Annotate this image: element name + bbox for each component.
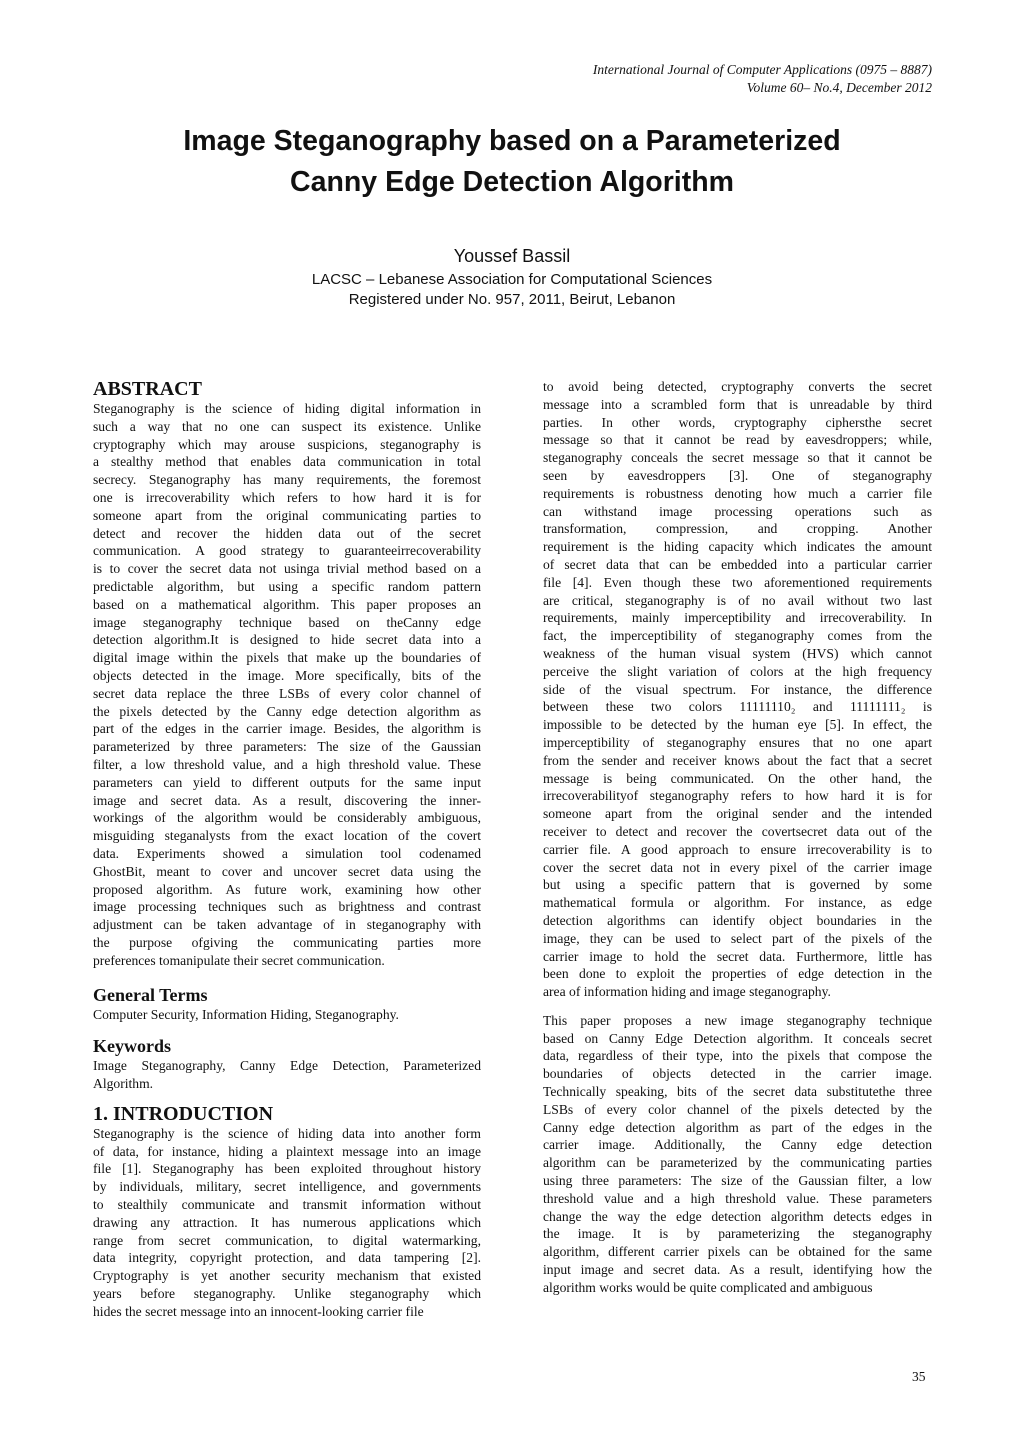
- text-line: change the way the edge detection algorithm detects edges in: [543, 1208, 932, 1224]
- text-line: Canny edge detection algorithm as part of the edges in the: [543, 1119, 932, 1135]
- text-line: perceive the slight variation of colors at the high frequency: [543, 663, 932, 679]
- keywords-body: [93, 1057, 481, 1093]
- text-line: by individuals, military, secret intelligence, and governments: [93, 1179, 481, 1195]
- text-line: adjustment can be taken advantage of in steganography with: [93, 917, 481, 933]
- text-line: misguiding steganalysts from the exact location of the covert: [93, 828, 481, 844]
- text-line: detection algorithm.It is designed to hide secret data into a: [93, 632, 481, 648]
- text-line: proposed algorithm. As future work, examining how other: [93, 881, 481, 897]
- text-line: predictable algorithm, but using a specific random pattern: [93, 578, 481, 594]
- text-line: someone apart from the original sender and the intended: [543, 806, 932, 822]
- text-line: cryptography which may arouse suspicions, steganography is: [93, 436, 481, 452]
- text-line: cover the secret data not in every pixel of the carrier image: [543, 859, 932, 875]
- journal-name: International Journal of Computer Applications (0975 – 8887): [592, 62, 932, 77]
- intro-paragraph-proposal: [543, 1012, 932, 1297]
- running-header: [593, 61, 932, 96]
- left-column: [93, 378, 481, 1321]
- text-line: Technically speaking, bits of the secret data substitutethe three: [543, 1084, 932, 1100]
- text-line: drawing any attraction. It has numerous applications which: [93, 1214, 481, 1230]
- text-line: are critical, steganography is of no avail without two last: [543, 592, 932, 608]
- text-line: to avoid being detected, cryptography converts the secret: [543, 379, 932, 394]
- text-line: preferences tomanipulate their secret communication.: [93, 952, 385, 968]
- text-line: Cryptography is yet another security mechanism that existed: [93, 1268, 481, 1284]
- text-line: parameters can yield to different outputs for the same input: [93, 774, 481, 790]
- text-line: data. Experiments showed a simulation tool codenamed: [93, 845, 481, 861]
- text-line: can withstand image processing operations such as: [543, 503, 932, 519]
- text-line: secret data replace the three LSBs of every color channel of: [93, 685, 481, 701]
- right-column: [543, 378, 932, 1297]
- text-line: Image Steganography, Canny Edge Detection, Parameterized: [93, 1058, 481, 1074]
- text-line: between these two colors 11111110₂ and 11111111₂ is: [543, 699, 932, 715]
- text-line: been done to exploit the properties of edge detection in the: [543, 966, 932, 982]
- text-line: someone apart from the original communicating parties to: [93, 507, 481, 523]
- text-line: file [4]. Even though these two aforementioned requirements: [543, 574, 932, 590]
- text-line: requirement is the hiding capacity which indicates the amount: [543, 539, 932, 555]
- text-line: the image. It is by parameterizing the steganography: [543, 1226, 932, 1242]
- text-line: hides the secret message into an innocent-looking carrier file: [93, 1303, 424, 1319]
- text-line: algorithm can be parameterized by the communicating parties: [543, 1155, 932, 1171]
- text-line: This paper proposes a new image steganography technique: [543, 1012, 932, 1028]
- text-line: area of information hiding and image steganography.: [543, 984, 831, 1000]
- text-line: LSBs of every color channel of the pixels detected by the: [543, 1101, 932, 1117]
- text-line: steganography conceals the secret message so that it cannot be: [543, 450, 932, 466]
- text-line: to stealthily communicate and transmit information without: [93, 1197, 481, 1213]
- abstract-body: [93, 400, 481, 970]
- text-line: boundaries of objects detected in the carrier image.: [543, 1066, 932, 1082]
- text-line: but using a specific pattern that is governed by some: [543, 877, 932, 893]
- text-line: imperceptibility of steganography ensures that no one apart: [543, 734, 932, 750]
- text-line: communication. A good strategy to guaranteeirrecoverability: [93, 543, 481, 559]
- text-line: carrier file. A good approach to ensure irrecoverability is to: [543, 841, 932, 857]
- text-line: carrier image. Additionally, the Canny edge detection: [543, 1137, 932, 1153]
- text-line: image processing techniques such as brightness and contrast: [93, 899, 481, 915]
- text-line: years before steganography. Unlike steganography which: [93, 1286, 481, 1302]
- text-line: parties. In other words, cryptography ciphersthe secret: [543, 414, 932, 430]
- journal-volume: Volume 60– No.4, December 2012: [746, 79, 932, 95]
- general-terms-heading: General Terms: [93, 984, 208, 1005]
- text-line: mathematical formula or algorithm. For instance, as edge: [543, 895, 932, 911]
- author-affiliation: LACSC – Lebanese Association for Computational Sciences: [311, 271, 713, 288]
- text-line: detection algorithms can identify object boundaries in the: [543, 912, 932, 928]
- text-line: file [1]. Steganography has been exploited throughout history: [93, 1161, 481, 1177]
- abstract-heading: ABSTRACT: [93, 378, 202, 400]
- text-line: input image and secret data. As a result, identifying how the: [543, 1262, 932, 1278]
- author-name: Youssef Bassil: [453, 246, 571, 266]
- text-line: secrecy. Steganography has many requirements, the foremost: [93, 472, 481, 488]
- text-line: using three parameters: The size of the Gaussian filter, a low: [543, 1173, 932, 1189]
- title-line: Canny Edge Detection Algorithm: [290, 166, 734, 198]
- text-line: side of the visual spectrum. For instance, the difference: [543, 681, 932, 697]
- text-line: is to cover the secret data not usinga trivial method based on a: [93, 561, 481, 577]
- author-registration: Registered under No. 957, 2011, Beirut, Lebanon: [348, 291, 676, 308]
- text-line: range from secret communication, to digital watermarking,: [93, 1232, 481, 1248]
- text-line: image steganography technique based on theCanny edge: [93, 614, 481, 630]
- text-line: seen by eavesdroppers [3]. One of steganography: [543, 467, 932, 483]
- text-line: Computer Security, Information Hiding, Steganography.: [93, 1006, 399, 1022]
- text-line: transformation, compression, and cropping. Another: [543, 521, 932, 537]
- text-line: of secret data that can be embedded into a particular carrier: [543, 556, 932, 572]
- text-line: message into a scrambled form that is unreadable by third: [543, 396, 932, 412]
- text-line: workings of the algorithm would be considerably ambiguous,: [93, 810, 481, 826]
- text-line: impossible to be detected by the human eye [5]. In effect, the: [543, 717, 932, 733]
- text-line: image and secret data. As a result, discovering the inner-: [93, 792, 481, 808]
- title-line: Image Steganography based on a Parameterized: [183, 125, 841, 157]
- page-number: 35: [912, 1369, 926, 1384]
- keywords-heading: Keywords: [93, 1036, 171, 1057]
- text-line: filter, a low threshold value, and a high threshold value. These: [93, 756, 481, 772]
- text-line: Algorithm.: [93, 1076, 154, 1092]
- text-line: one is irrecoverability which refers to how hard it is for: [93, 489, 481, 505]
- text-line: part of the edges in the carrier image. Besides, the algorithm is: [93, 721, 481, 737]
- text-line: a stealthy method that enables data communication in total: [93, 454, 481, 470]
- text-line: data, regardless of their type, into the pixels that compose the: [543, 1048, 932, 1064]
- text-line: message is being communicated. On the other hand, the: [543, 770, 932, 786]
- text-line: requirements is robustness denoting how much a carrier file: [543, 485, 932, 501]
- text-line: the pixels detected by the Canny edge detection algorithm as: [93, 703, 481, 719]
- text-line: data integrity, copyright protection, and data tampering [2].: [93, 1250, 481, 1266]
- text-line: based on a mathematical algorithm. This paper proposes an: [93, 596, 481, 612]
- introduction-heading: 1. INTRODUCTION: [93, 1102, 274, 1125]
- general-terms-body: [93, 1006, 481, 1024]
- text-line: from the sender and receiver knows about the fact that a secret: [543, 752, 932, 768]
- text-line: GhostBit, meant to cover and uncover secret data using the: [93, 863, 481, 879]
- text-line: such a way that no one can suspect its existence. Unlike: [93, 418, 481, 434]
- text-line: threshold value and a high threshold value. These parameters: [543, 1190, 932, 1206]
- text-line: of data, for instance, hiding a plaintext message into an image: [93, 1143, 481, 1159]
- text-line: algorithm, different carrier pixels can be obtained for the same: [543, 1244, 932, 1260]
- introduction-body: [93, 1125, 481, 1321]
- text-line: message so that it cannot be read by eavesdroppers; while,: [543, 432, 932, 448]
- text-line: detect and recover the hidden data out of the secret: [93, 525, 481, 541]
- text-line: algorithm works would be quite complicated and ambiguous: [543, 1279, 873, 1295]
- paper-title: [0, 121, 1024, 203]
- text-line: weakness of the human visual system (HVS) which cannot: [543, 645, 932, 661]
- text-line: digital image within the pixels that make up the boundaries of: [93, 650, 481, 666]
- text-line: fact, the imperceptibility of steganography comes from the: [543, 628, 932, 644]
- text-line: carrier image to hold the secret data. Furthermore, little has: [543, 948, 932, 964]
- text-line: receiver to detect and recover the covertsecret data out of the: [543, 823, 932, 839]
- text-line: irrecoverabilityof steganography refers to how hard it is for: [543, 788, 932, 804]
- text-line: based on Canny Edge Detection algorithm. It conceals secret: [543, 1030, 932, 1046]
- text-line: parameterized by three parameters: The size of the Gaussian: [93, 739, 481, 755]
- text-line: Steganography is the science of hiding data into another form: [93, 1125, 481, 1141]
- intro-paragraph-continued: [543, 378, 932, 1001]
- text-line: image, they can be used to select part of the pixels of the: [543, 930, 932, 946]
- text-line: objects detected in the image. More specifically, bits of the: [93, 667, 481, 683]
- text-line: requirements, mainly imperceptibility and irrecoverability. In: [543, 610, 932, 626]
- text-line: the purpose ofgiving the communicating parties more: [93, 934, 481, 950]
- text-line: Steganography is the science of hiding digital information in: [93, 401, 481, 416]
